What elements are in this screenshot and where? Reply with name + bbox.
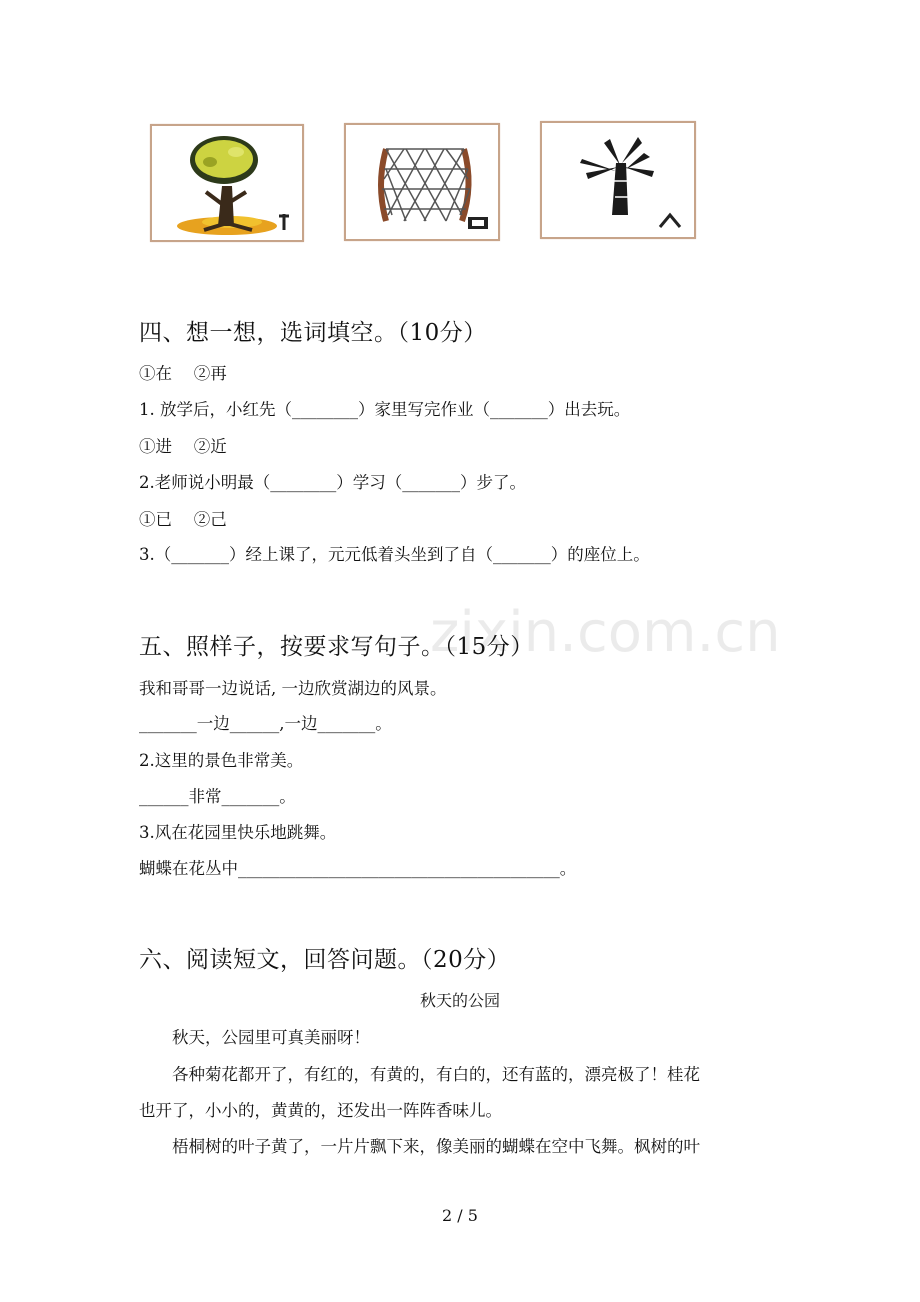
section-four-options-3: ①已 ②己	[139, 510, 227, 529]
section-four-question-3: 3.（_______）经上课了，元元低着头坐到了自（_______）的座位上。	[139, 545, 650, 564]
watermark: zixin.com.cn	[430, 600, 781, 665]
picture-row	[148, 118, 708, 248]
passage-title: 秋天的公园	[419, 991, 500, 1010]
tree-picture	[150, 124, 304, 242]
tree-picture-icon	[152, 126, 302, 240]
section-five-question-3: 3.风在花园里快乐地跳舞。	[139, 823, 337, 842]
section-four-question-1: 1. 放学后，小红先（________）家里写完作业（_______）出去玩。	[139, 400, 631, 419]
passage-paragraph-3: 梧桐树的叶子黄了，一片片飘下来，像美丽的蝴蝶在空中飞舞。枫树的叶	[172, 1137, 700, 1156]
section-four-options-1: ①在 ②再	[139, 364, 227, 383]
net-picture	[344, 123, 500, 241]
section-five-example: 我和哥哥一边说话, 一边欣赏湖边的风景。	[139, 679, 447, 698]
section-four-heading: 四、想一想，选词填空。（10分）	[139, 320, 487, 346]
section-four-options-2: ①进 ②近	[139, 437, 227, 456]
passage-paragraph-1: 秋天，公园里可真美丽呀！	[172, 1028, 370, 1047]
bamboo-picture	[540, 121, 696, 239]
section-six-heading: 六、阅读短文，回答问题。（20分）	[139, 947, 511, 973]
section-five-question-2: 2.这里的景色非常美。	[139, 751, 304, 770]
net-picture-icon	[346, 125, 498, 239]
page-number: 2 / 5	[442, 1206, 478, 1225]
passage-paragraph-2-line-1: 各种菊花都开了，有红的，有黄的，有白的，还有蓝的，漂亮极了！桂花	[172, 1065, 700, 1084]
section-five-heading: 五、照样子，按要求写句子。（15分）	[139, 634, 534, 660]
section-five-blank-2: ______非常_______。	[139, 787, 296, 806]
section-four-question-2: 2.老师说小明最（________）学习（_______）步了。	[139, 473, 526, 492]
section-five-blank-3: 蝴蝶在花丛中_______________________________________。	[139, 859, 577, 878]
bamboo-picture-icon	[542, 123, 694, 237]
passage-paragraph-2-line-2: 也开了，小小的，黄黄的，还发出一阵阵香味儿。	[139, 1101, 502, 1120]
section-five-blank-1: _______一边______,一边_______。	[139, 714, 392, 733]
